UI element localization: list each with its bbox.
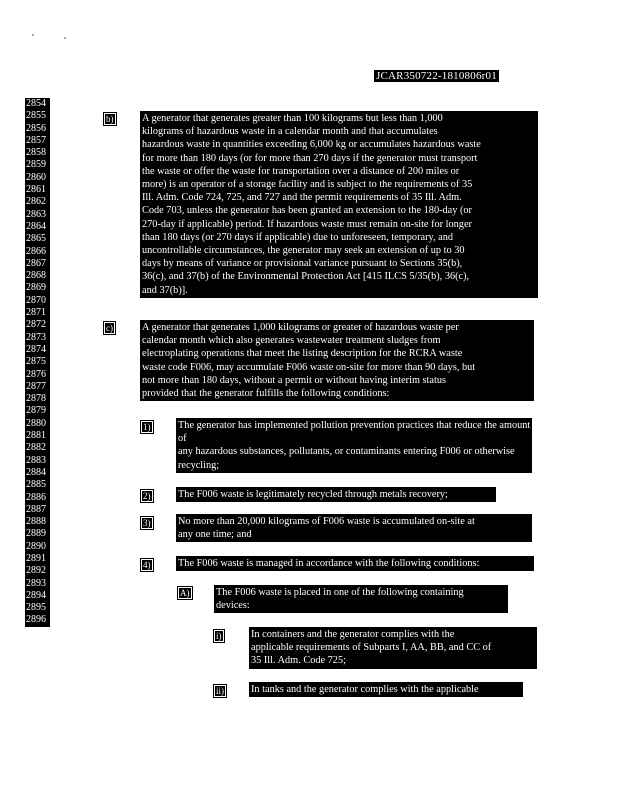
line-number: 2882 (26, 442, 46, 454)
text-line: of (178, 433, 187, 445)
line-number: 2855 (26, 110, 46, 122)
line-number: 2854 (26, 98, 46, 109)
line-number: 2891 (26, 552, 46, 564)
text-line: days by means of variance or provisional variance pursuant to Sections 35(b), (142, 258, 463, 270)
line-number: 2892 (26, 565, 46, 577)
line-number-column (25, 98, 50, 627)
line-number: 2870 (26, 294, 46, 306)
text-line: and 37(b)]. (142, 284, 188, 296)
text-line: not more than 180 days, without a permit or without having interim status (142, 374, 446, 386)
paragraph-c1 (176, 418, 532, 473)
text-line: The F006 waste is legitimately recycled through metals recovery; (178, 489, 448, 500)
line-number: 2890 (26, 540, 46, 552)
line-number: 2881 (26, 430, 46, 442)
text-line: kilograms of hazardous waste in a calendar month and that accumulates (142, 126, 438, 138)
line-number: 2867 (26, 257, 46, 269)
text-line: No more than 20,000 kilograms of F006 waste is accumulated on-site at (178, 516, 475, 527)
item-marker-1: 1) (143, 422, 151, 432)
text-line: electroplating operations that meet the listing description for the RCRA waste (142, 348, 463, 360)
paragraph-c2 (176, 487, 496, 502)
line-number: 2861 (26, 184, 46, 196)
section-marker-c: c) (106, 323, 113, 333)
paragraph-c4Aii (249, 682, 523, 697)
text-line: 270-day if applicable) period. If hazardous waste must remain on-site for longer (142, 218, 472, 230)
text-line: uncontrollable circumstances, the generator may seek an extension of up to 30 (142, 245, 465, 257)
line-number: 2880 (26, 417, 46, 429)
scan-speck (32, 34, 34, 36)
line-number: 2860 (26, 171, 46, 183)
item-marker-3: 3) (143, 518, 151, 528)
section-marker-b: b) (106, 114, 114, 124)
line-number: 2874 (26, 343, 46, 355)
line-number: 2857 (26, 134, 46, 146)
text-line: applicable requirements of Subparts I, AA, BB, and CC of (251, 642, 492, 654)
line-number: 2871 (26, 307, 46, 319)
line-number: 2866 (26, 245, 46, 257)
text-line: for more than 180 days (or for more than 270 days if the generator must transport (142, 152, 478, 164)
line-number: 2893 (26, 577, 46, 589)
document-id: JCAR350722-1810806r01 (376, 70, 497, 82)
line-number: 2896 (26, 614, 46, 626)
line-number: 2869 (26, 282, 46, 294)
text-line: In containers and the generator complies with the (251, 629, 455, 640)
item-marker-A: A) (180, 588, 190, 598)
text-line: devices: (216, 600, 250, 612)
line-number: 2856 (26, 122, 46, 134)
line-number: 2885 (26, 479, 46, 491)
text-line: 35 Ill. Adm. Code 725; (251, 655, 346, 667)
line-number: 2887 (26, 503, 46, 515)
text-line: more) is an operator of a storage facility and is subject to the requirements of 35 (142, 179, 473, 191)
line-number: 2888 (26, 516, 46, 528)
line-number: 2858 (26, 147, 46, 159)
line-number: 2876 (26, 368, 46, 380)
text-line: hazardous waste in quantities exceeding 6,000 kg or accumulates hazardous waste (142, 139, 481, 151)
paragraph-c3 (176, 514, 532, 542)
line-number: 2895 (26, 602, 46, 614)
text-line: 36(c), and 37(b) of the Environmental Protection Act [415 ILCS 5/35(b), 36(c), (142, 271, 470, 283)
line-number: 2872 (26, 319, 46, 331)
text-line: The generator has implemented pollution prevention practices that reduce the amount (178, 420, 531, 431)
line-number: 2884 (26, 466, 46, 478)
paragraph-c4A (214, 585, 508, 613)
text-line: any hazardous substances, pollutants, or contaminants entering F006 or otherwise (178, 446, 515, 458)
text-line: waste code F006, may accumulate F006 waste on-site for more than 90 days, but (142, 361, 476, 373)
line-number: 2878 (26, 393, 46, 405)
text-line: Ill. Adm. Code 724, 725, and 727 and the permit requirements of 35 Ill. Adm. (142, 192, 462, 204)
text-line: Code 703, unless the generator has been granted an extension to the 180-day (or (142, 205, 472, 217)
text-line: than 180 days (or 270 days if applicable) due to unforeseen, temporary, and (142, 231, 453, 243)
item-marker-4: 4) (143, 560, 151, 570)
line-number: 2865 (26, 233, 46, 245)
line-number: 2877 (26, 380, 46, 392)
paragraph-b (140, 111, 538, 298)
text-line: calendar month which also generates wastewater treatment sludges from (142, 335, 441, 347)
item-marker-i: i) (216, 631, 222, 641)
paragraph-c4Ai (249, 627, 537, 669)
text-line: provided that the generator fulfills the following conditions: (142, 388, 390, 400)
line-number: 2883 (26, 454, 46, 466)
text-line: the waste or offer the waste for transportation over a distance of 200 miles or (142, 165, 460, 177)
line-number: 2873 (26, 331, 46, 343)
line-number: 2868 (26, 270, 46, 282)
line-number: 2886 (26, 491, 46, 503)
line-number: 2863 (26, 208, 46, 220)
item-marker-ii: ii) (216, 686, 224, 696)
line-number: 2894 (26, 589, 46, 601)
line-number: 2864 (26, 220, 46, 232)
line-number: 2862 (26, 196, 46, 208)
paragraph-c (140, 320, 534, 401)
line-number: 2875 (26, 356, 46, 368)
paragraph-c4 (176, 556, 534, 571)
line-number: 2859 (26, 159, 46, 171)
line-number: 2879 (26, 405, 46, 417)
line-number: 2889 (26, 528, 46, 540)
text-line: recycling; (178, 459, 220, 471)
text-line: The F006 waste is placed in one of the following containing (216, 587, 464, 598)
scan-speck (64, 37, 66, 39)
text-line: A generator that generates 1,000 kilograms or greater of hazardous waste per (142, 322, 459, 333)
text-line: The F006 waste is managed in accordance with the following conditions: (178, 558, 480, 569)
item-marker-2: 2) (143, 491, 151, 501)
text-line: any one time; and (178, 529, 252, 541)
text-line: A generator that generates greater than 100 kilograms but less than 1,000 (142, 113, 443, 124)
text-line: In tanks and the generator complies with the applicable (251, 684, 479, 695)
